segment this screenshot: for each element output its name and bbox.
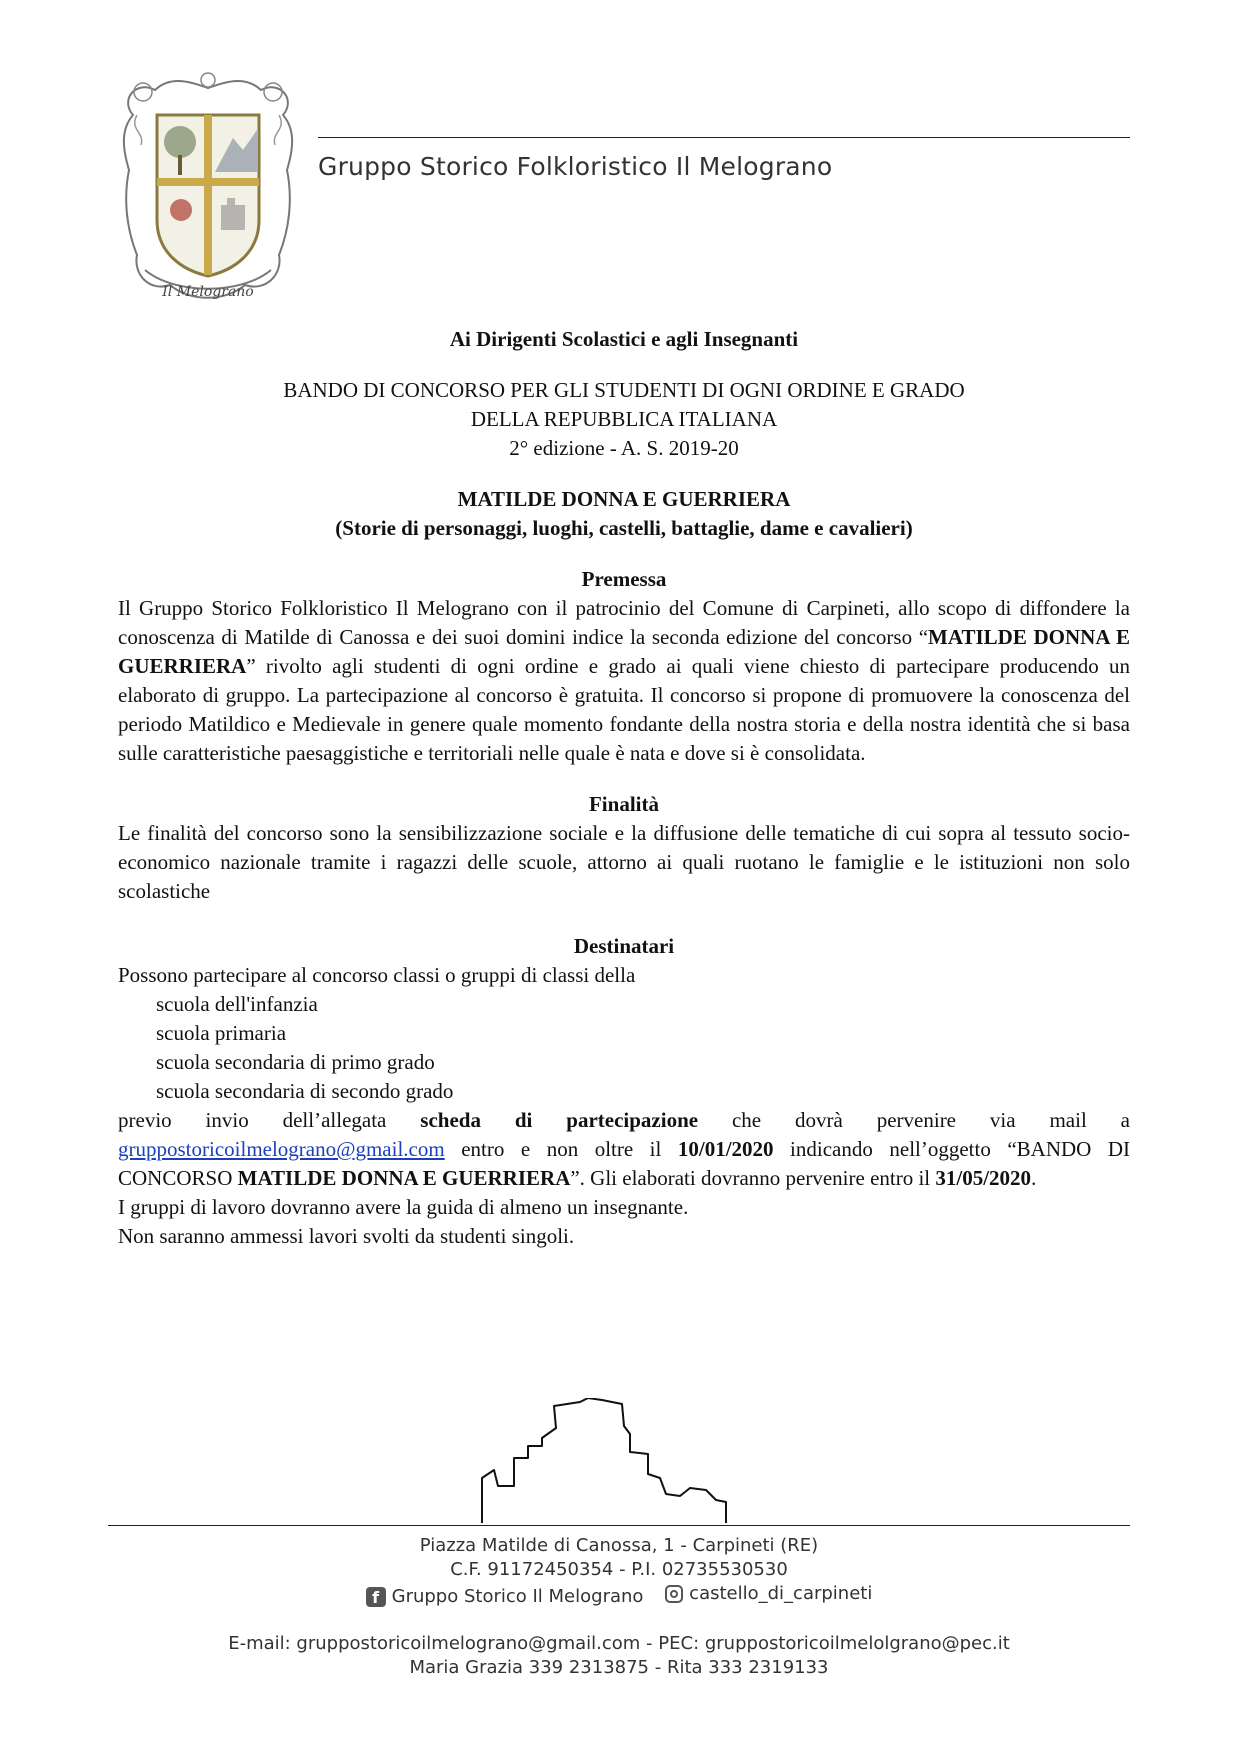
footer bbox=[108, 1534, 1130, 1680]
addressee: Ai Dirigenti Scolastici e agli Insegnanti bbox=[449, 327, 799, 351]
premessa-paragraph: Il Gruppo Storico Folkloristico Il Melograno con il patrocinio del Comune di Carpineti, allo scopo di diffondere la conoscenza di Matilde di Canossa e dei suoi domini indice la seconda edizione del concorso “MATILDE DONNA E GUERRIERA” rivolto agli studenti di ogni ordine e grado ai quali viene chiesto di partecipare producendo un elaborato di gruppo. La partecipazione al concorso è gratuita. Il concorso si propone di promuovere la conoscenza del periodo Matildico e Medievale in genere quale momento fondante della nostra storia e della nostra identità che si basa sulle caratteristiche paesaggistiche e territoriali nelle quale è nata e dove si è consolidata. bbox=[118, 596, 1130, 765]
list-item: scuola dell'infanzia bbox=[156, 992, 318, 1016]
footer-emails: E-mail: gruppostoricoilmelograno@gmail.com - PEC: gruppostoricoilmelolgrano@pec.it bbox=[228, 1633, 1010, 1654]
document-body bbox=[118, 325, 1130, 1251]
deadline-submission: 31/05/2020 bbox=[935, 1166, 1032, 1190]
contest-title: MATILDE DONNA E GUERRIERA bbox=[457, 487, 791, 511]
premessa-heading: Premessa bbox=[581, 567, 667, 591]
submission-paragraph: previo invio dell’allegata scheda di partecipazione che dovrà pervenire via mail a gruppostoricoilmelograno@gmail.com entro e non oltre il 10/01/2020 indicando nell’oggetto “BANDO DI CONCORSO MATILDE DONNA E GUERRIERA”. Gli elaborati dovranno pervenire entro il 31/05/2020. bbox=[118, 1108, 1131, 1190]
facebook-icon: f bbox=[366, 1587, 386, 1607]
single-student-rule: Non saranno ammessi lavori svolti da studenti singoli. bbox=[118, 1224, 575, 1248]
logo-motto: Il Melograno bbox=[162, 284, 254, 300]
footer-divider bbox=[108, 1525, 1130, 1526]
castle-outline-icon bbox=[480, 1398, 780, 1526]
list-item: scuola secondaria di secondo grado bbox=[156, 1079, 454, 1103]
finalita-heading: Finalità bbox=[588, 792, 659, 816]
bando-edition: 2° edizione - A. S. 2019-20 bbox=[509, 436, 739, 460]
footer-address: Piazza Matilde di Canossa, 1 - Carpineti (RE) bbox=[419, 1535, 819, 1556]
list-item: scuola primaria bbox=[156, 1021, 287, 1045]
contest-subtitle: (Storie di personaggi, luoghi, castelli, battaglie, dame e cavalieri) bbox=[335, 516, 913, 540]
footer-fiscal-codes: C.F. 91172450354 - P.I. 02735530530 bbox=[450, 1559, 788, 1580]
bando-line-2: DELLA REPUBBLICA ITALIANA bbox=[470, 407, 778, 431]
bando-line-1: BANDO DI CONCORSO PER GLI STUDENTI DI OGNI ORDINE E GRADO bbox=[283, 378, 965, 402]
facebook-link[interactable]: f Gruppo Storico Il Melograno bbox=[366, 1585, 644, 1609]
email-link[interactable]: gruppostoricoilmelograno@gmail.com bbox=[118, 1137, 445, 1161]
header-divider bbox=[318, 137, 1130, 138]
participation-form-label: scheda di partecipazione bbox=[420, 1108, 699, 1132]
list-item: scuola secondaria di primo grado bbox=[156, 1050, 435, 1074]
instagram-icon bbox=[665, 1585, 683, 1603]
footer-social bbox=[108, 1582, 1130, 1610]
instagram-link[interactable]: castello_di_carpineti bbox=[665, 1582, 872, 1606]
destinatari-intro: Possono partecipare al concorso classi o gruppi di classi della bbox=[118, 963, 636, 987]
destinatari-heading: Destinatari bbox=[573, 934, 675, 958]
finalita-paragraph: Le finalità del concorso sono la sensibilizzazione sociale e la diffusione delle tematiche di cui sopra al tessuto socio-economico nazionale tramite i ragazzi delle scuole, attorno ai quali ruotano le famiglie e le istituzioni non solo scolastiche bbox=[118, 821, 1130, 903]
school-list bbox=[118, 990, 1130, 1106]
deadline-registration: 10/01/2020 bbox=[677, 1137, 774, 1161]
teacher-requirement: I gruppi di lavoro dovranno avere la guida di almeno un insegnante. bbox=[118, 1195, 689, 1219]
organization-name: Gruppo Storico Folkloristico Il Melograno bbox=[318, 152, 833, 181]
footer-phones: Maria Grazia 339 2313875 - Rita 333 2319133 bbox=[409, 1657, 829, 1678]
coat-of-arms-logo bbox=[115, 70, 301, 310]
